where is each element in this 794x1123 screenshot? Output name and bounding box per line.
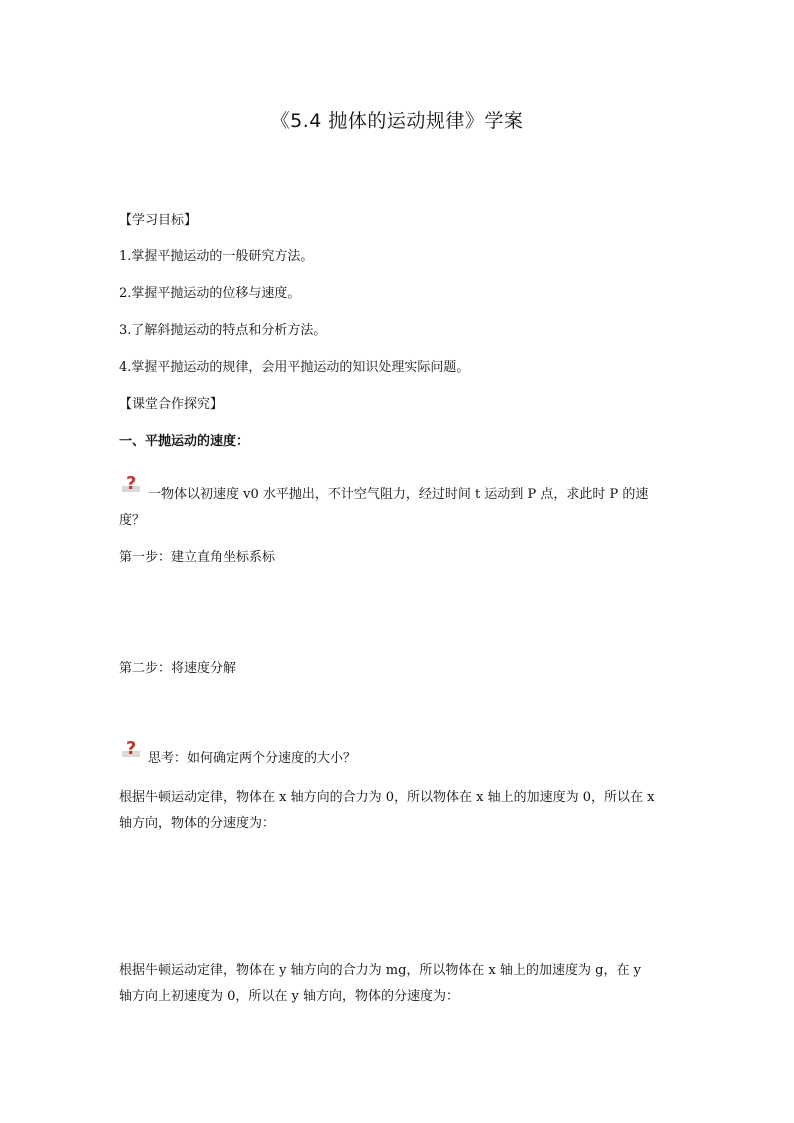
section-inquiry-heading: 【课堂合作探究】 [119,397,224,412]
y-axis-paragraph-line-1: 根据牛顿运动定律，物体在 y 轴方向的合力为 mg，所以物体在 x 轴上的加速度为 g，在 y [119,963,641,978]
question-mark-icon [120,737,142,759]
objective-item-3: 3.了解斜抛运动的特点和分析方法。 [119,323,327,338]
icon-glyph: ? [126,473,137,494]
document-title: 《5.4 抛体的运动规律》学案 [270,110,524,132]
step-2-text: 第二步：将速度分解 [119,661,237,676]
step-1-text: 第一步：建立直角坐标系标 [119,550,276,565]
question-1-line-1: 一物体以初速度 v0 水平抛出，不计空气阻力，经过时间 t 运动到 P 点，求此时 P 的速 [148,487,649,502]
objective-item-2: 2.掌握平抛运动的位移与速度。 [119,286,301,301]
objective-item-1: 1.掌握平抛运动的一般研究方法。 [119,249,314,264]
think-text: 思考：如何确定两个分速度的大小？ [148,751,357,766]
question-mark-icon [120,472,142,494]
icon-glyph: ? [126,738,137,759]
x-axis-paragraph-line-1: 根据牛顿运动定律，物体在 x 轴方向的合力为 0，所以物体在 x 轴上的加速度为 0，所以在 x [119,790,655,805]
heading-projectile-velocity: 一、平抛运动的速度： [119,434,250,449]
y-axis-paragraph-line-2: 轴方向上初速度为 0，所以在 y 轴方向，物体的分速度为： [119,989,460,1004]
objective-item-4: 4.掌握平抛运动的规律，会用平抛运动的知识处理实际问题。 [119,360,470,375]
section-objectives-heading: 【学习目标】 [119,213,198,228]
question-1-line-2: 度？ [119,513,146,528]
x-axis-paragraph-line-2: 轴方向，物体的分速度为： [119,816,276,831]
